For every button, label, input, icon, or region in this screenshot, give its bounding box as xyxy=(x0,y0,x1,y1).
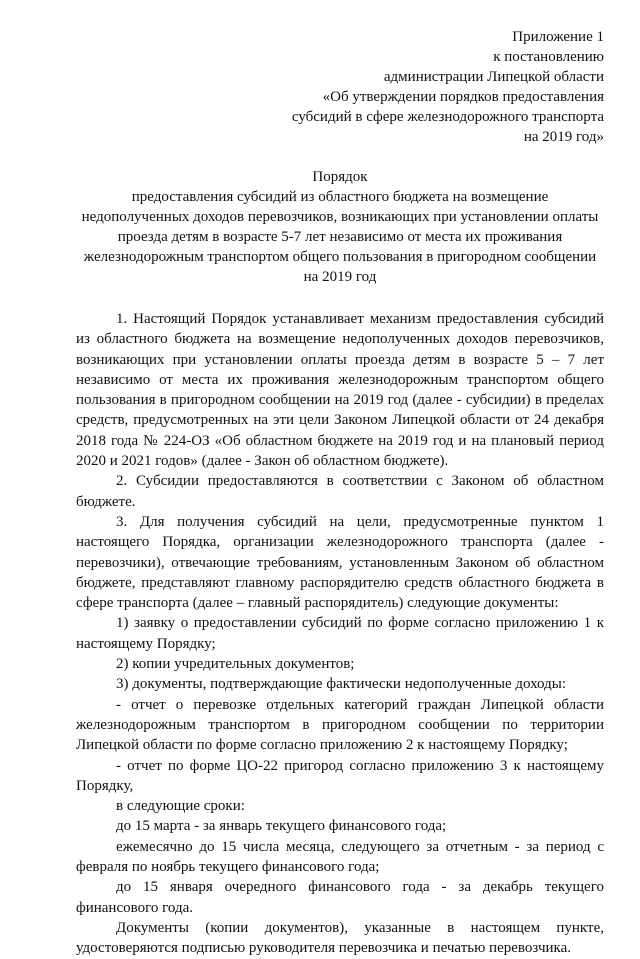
paragraph: 2. Субсидии предоставляются в соответствии с Законом об областном бюджете. xyxy=(76,473,604,510)
paragraph: 1) заявку о предоставлении субсидий по форме согласно приложению 1 к настоящему Порядку; xyxy=(76,615,604,652)
appendix-line: «Об утверждении порядков предоставления xyxy=(322,89,604,105)
title-line: проезда детям в возрасте 5-7 лет независимо от места их проживания xyxy=(117,229,563,245)
appendix-line: Приложение 1 xyxy=(512,29,604,45)
paragraph: до 15 марта - за январь текущего финансового года; xyxy=(116,818,447,835)
paragraph: 3. Для получения субсидий на цели, предусмотренные пунктом 1 настоящего Порядка, организации железнодорожного транспорта (далее - перевозчики), отвечающие требованиям, установленным Законом об областном бюджете, представляют главному распорядителю средств областного бюджета в сфере транспорта (далее – главный распорядитель) следующие документы: xyxy=(76,513,604,612)
paragraph: - отчет по форме ЦО-22 пригород согласно приложению 3 к настоящему Порядку, xyxy=(76,757,604,794)
appendix-line: на 2019 год» xyxy=(523,129,604,145)
title-line: на 2019 год xyxy=(303,269,377,285)
paragraph: 2) копии учредительных документов; xyxy=(116,656,355,673)
paragraph: 1. Настоящий Порядок устанавливает механизм предоставления субсидий из областного бюджета на возмещение недополученных доходов перевозчиков, возникающих при установлении оплаты проезда детям в возрасте 5 – 7 лет независимо от места их проживания железнодорожным транспортом общего пользования в пригородном сообщении на 2019 год (далее - субсидии) в пределах средств, предусмотренных на эти цели Законом Липецкой области от 24 декабря 2018 года № 224-ОЗ «Об областном бюджете на 2019 год и на плановый период 2020 и 2021 годов» (далее - Закон об областном бюджете). xyxy=(76,311,604,470)
appendix-line: субсидий в сфере железнодорожного транспорта xyxy=(291,109,604,125)
document-title xyxy=(76,167,604,287)
title-line: железнодорожным транспортом общего пользования в пригородном сообщении xyxy=(83,249,597,265)
paragraph: ежемесячно до 15 числа месяца, следующего за отчетным - за период с февраля по ноябрь текущего финансового года; xyxy=(76,838,604,876)
paragraph: Документы (копии документов), указанные в настоящем пункте, удостоверяются подписью руководителя перевозчика и печатью перевозчика. xyxy=(76,919,604,957)
appendix-header xyxy=(76,27,604,147)
appendix-line: администрации Липецкой области xyxy=(383,69,604,85)
paragraph: до 15 января очередного финансового года - за декабрь текущего финансового года. xyxy=(76,879,604,916)
title-line: недополученных доходов перевозчиков, возникающих при установлении оплаты xyxy=(81,209,599,225)
document-body xyxy=(76,309,604,959)
title-line: Порядок xyxy=(312,169,368,185)
paragraph: в следующие сроки: xyxy=(116,798,245,815)
title-line: предоставления субсидий из областного бюджета на возмещение xyxy=(131,189,549,205)
appendix-line: к постановлению xyxy=(493,49,604,65)
paragraph: - отчет о перевозке отдельных категорий граждан Липецкой области железнодорожным транспортом в пригородном сообщении по территории Липецкой области по форме согласно приложению 2 к настоящему Порядку; xyxy=(76,696,604,754)
paragraph: 3) документы, подтверждающие фактически недополученные доходы: xyxy=(116,676,566,693)
